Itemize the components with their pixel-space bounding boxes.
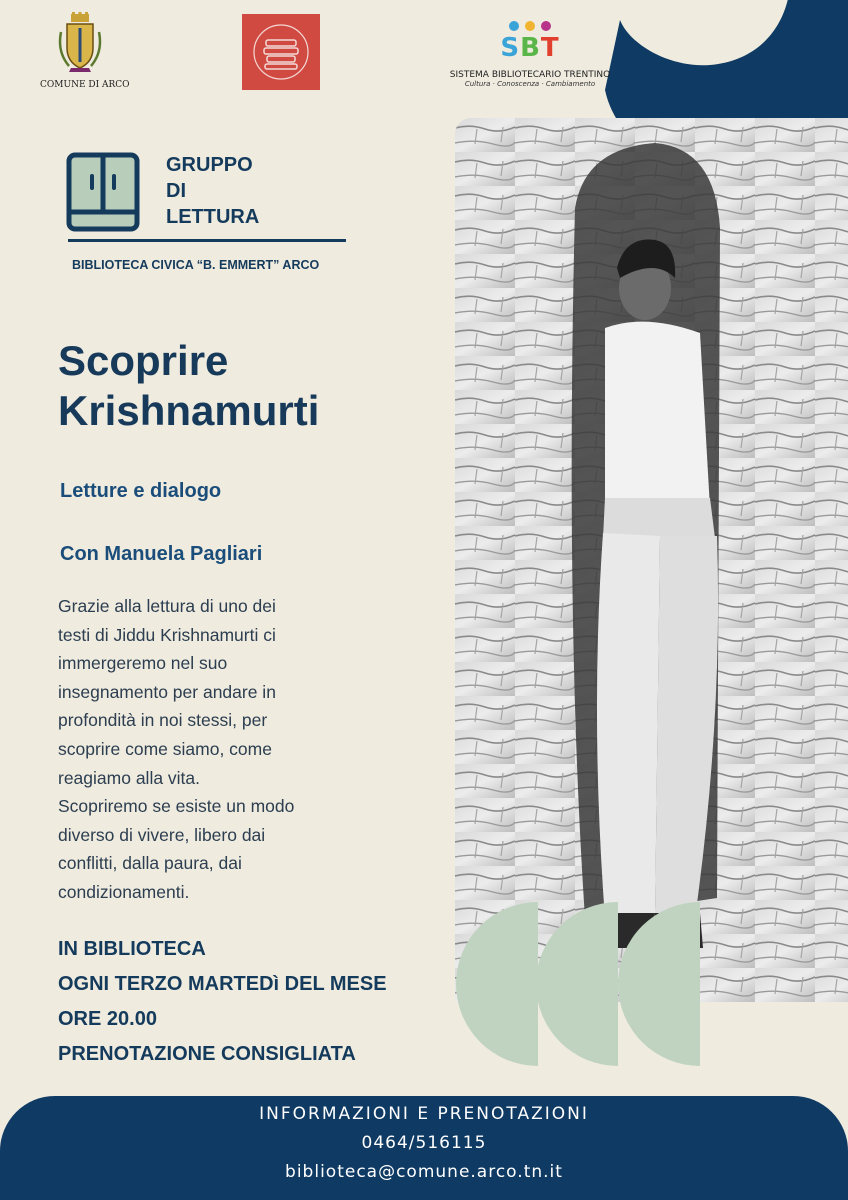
comune-di-arco-logo — [40, 12, 130, 94]
sbt-people-icon — [500, 20, 560, 32]
schedule-line: OGNI TERZO MARTEDì DEL MESE — [58, 973, 387, 995]
description-line: scoprire come siamo, come — [58, 738, 272, 759]
decorative-shapes — [456, 902, 700, 1066]
description-line: conflitti, dalla paura, dai — [58, 853, 242, 874]
event-host: Con Manuela Pagliari — [60, 543, 263, 565]
contact-footer — [0, 1096, 848, 1200]
book-stack-icon — [242, 14, 320, 90]
library-name: BIBLIOTECA CIVICA “B. EMMERT” ARCO — [72, 258, 320, 272]
description-line: Grazie alla lettura di uno dei — [58, 596, 276, 616]
description-line: Scopriremo se esiste un modo — [58, 796, 295, 817]
group-title-line: GRUPPO — [166, 154, 253, 176]
municipality-caption: COMUNE DI ARCO — [40, 80, 130, 90]
description-line: condizionamenti. — [58, 881, 190, 902]
description-line: insegnamento per andare in — [58, 681, 276, 702]
sbt-letters: SBT — [500, 33, 560, 63]
group-title — [166, 152, 326, 230]
event-title-line: Krishnamurti — [58, 387, 320, 434]
event-description — [58, 592, 388, 907]
description-line: immergeremo nel suo — [58, 653, 228, 674]
description-line: profondità in noi stessi, per — [58, 710, 268, 731]
description-line: reagiamo alla vita. — [58, 767, 201, 788]
schedule-line: PRENOTAZIONE CONSIGLIATA — [58, 1043, 356, 1065]
footer-heading: INFORMAZIONI E PRENOTAZIONI — [259, 1104, 589, 1124]
group-title-line: DI — [166, 180, 186, 202]
bookcase-icon — [66, 152, 140, 232]
event-schedule — [58, 932, 458, 1072]
description-line: diverso di vivere, libero dai — [58, 824, 266, 845]
sbt-motto: Cultura · Conoscenza · Cambiamento — [464, 80, 596, 88]
group-title-line: LETTURA — [166, 206, 260, 228]
schedule-line: ORE 20.00 — [58, 1008, 157, 1030]
municipal-crest-icon — [57, 12, 103, 74]
schedule-line: IN BIBLIOTECA — [58, 938, 206, 960]
event-title — [58, 336, 438, 436]
title-divider — [68, 239, 346, 242]
biblioteca-civica-logo — [242, 14, 320, 90]
sbt-logo — [440, 20, 620, 86]
event-subtitle: Letture e dialogo — [60, 480, 222, 502]
description-line: testi di Jiddu Krishnamurti ci — [58, 624, 276, 645]
sbt-name: SISTEMA BIBLIOTECARIO TRENTINO — [449, 70, 611, 80]
krishnamurti-photo — [455, 118, 848, 1002]
event-title-line: Scoprire — [58, 337, 229, 384]
email-link[interactable]: biblioteca@comune.arco.tn.it — [285, 1162, 563, 1182]
phone-number[interactable]: 0464/516115 — [361, 1133, 487, 1153]
